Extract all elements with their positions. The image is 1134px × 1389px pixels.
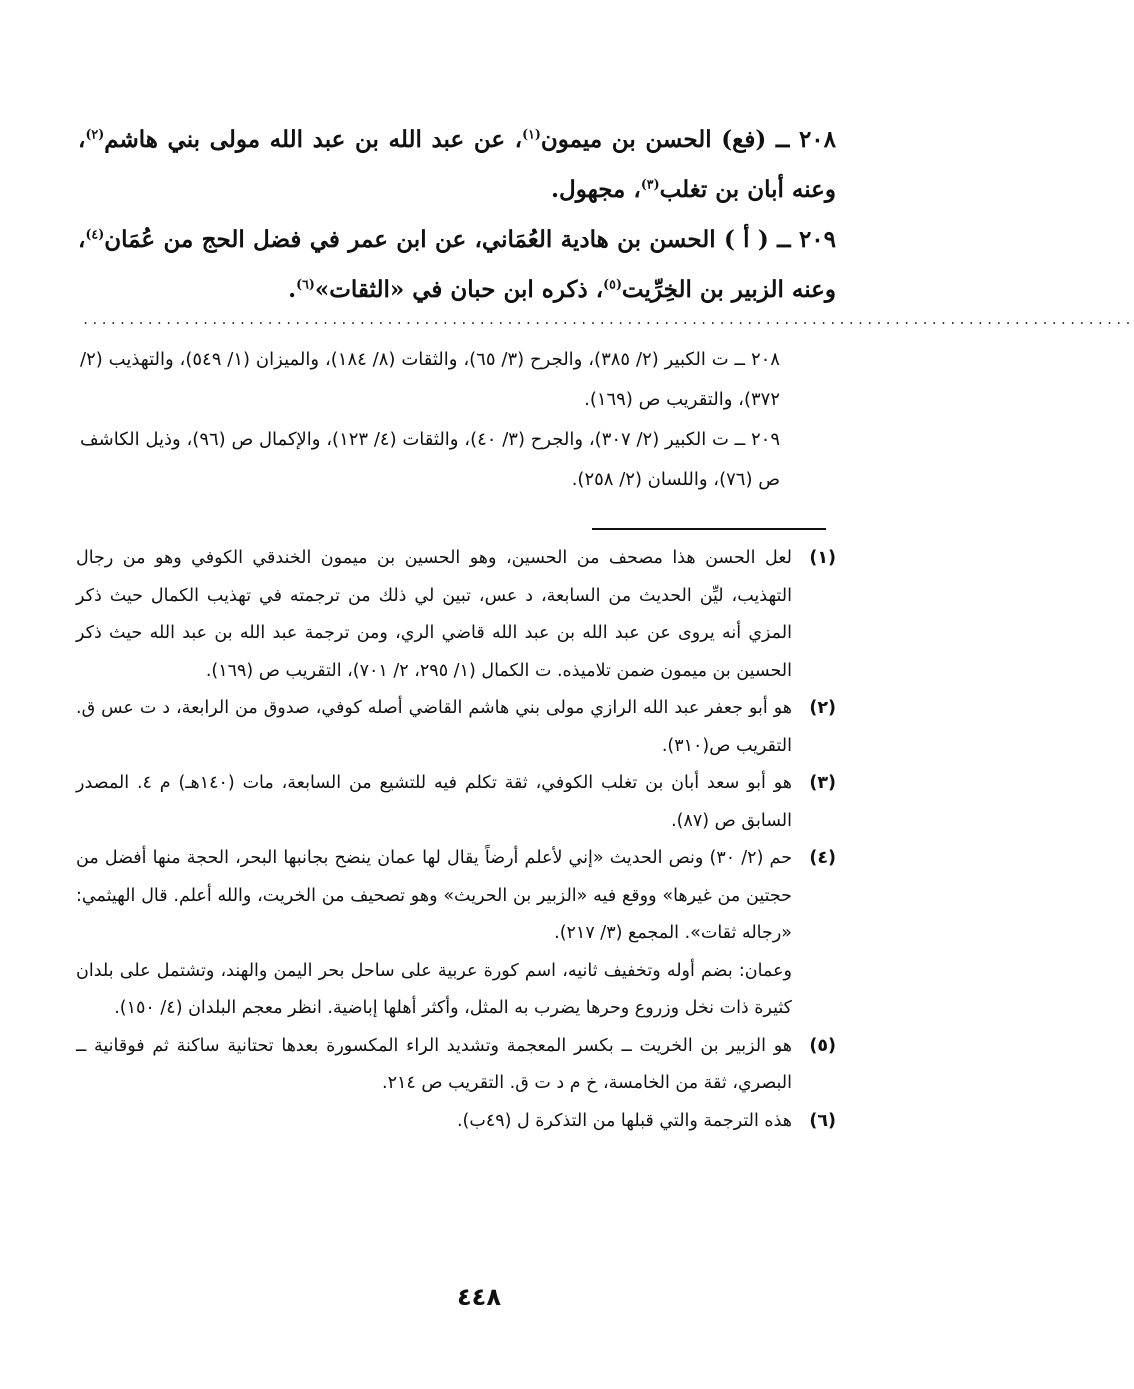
footnote-text: لعل الحسن هذا مصحف من الحسين، وهو الحسين بن ميمون الخندقي الكوفي وهو من رجال التهذيب، ليِّن الحديث من السابعة، د عس، تبين لي ذلك من ترجمته في تهذيب الكمال حيث ذكر المزي أنه يروى عن عبد الله بن عبد الله قاضي الري، ومن ترجمة عبد الله بن عبد الله حيث ذكر الحسين بن ميمون ضمن تلاميذه. ت الكمال (١/ ٢٩٥، ٢/ ٧٠١)، التقريب ص (١٦٩). — [76, 548, 792, 681]
biography-entry-209 — [78, 215, 836, 315]
footnote-marker: (٤) — [809, 848, 836, 868]
footnote-divider — [592, 528, 826, 530]
footnote-text: هو أبو سعد أبان بن تغلب الكوفي، ثقة تكلم فيه للتشيع من السابعة، مات (١٤٠هـ) م ٤. المصدر السابق ص (٨٧). — [76, 773, 792, 831]
footnote-6 — [76, 1103, 836, 1141]
page-number: ٤٤٨ — [457, 1283, 501, 1311]
footnote-text: هو الزبير بن الخريت ــ بكسر المعجمة وتشديد الراء المكسورة بعدها تحتانية ساكنة ثم فوقانية ــ البصري، ثقة من الخامسة، خ م د ت ق. التقريب ص ٢١٤. — [76, 1035, 792, 1093]
entry-text: ، وعنه الزبير بن الخِرِّيت — [78, 226, 836, 303]
footnote-2 — [76, 690, 836, 765]
footnote-5 — [76, 1028, 836, 1103]
footnote-marker: (١) — [809, 548, 836, 568]
footnote-ref[interactable]: (٥) — [603, 276, 622, 292]
sources-209: ٢٠٩ ــ ت الكبير (٢/ ٣٠٧)، والجرح (٣/ ٤٠)، والثقات (٤/ ١٢٣)، والإكمال ص (٩٦)، وذيل الكاشف ص (٧٦)، واللسان (٢/ ٢٥٨). — [80, 429, 780, 490]
footnote-1 — [76, 540, 836, 690]
entry-text: ، عن عبد الله بن عبد الله مولى بني هاشم — [104, 126, 523, 153]
footnote-marker: (٦) — [809, 1110, 836, 1131]
entry-text: ٢٠٩ ــ ( أ ) الحسن بن هادية العُمَاني، عن ابن عمر في فضل الحج من عُمَان — [104, 226, 836, 253]
footnote-ref[interactable]: (٢) — [85, 126, 105, 142]
footnote-text: هو أبو جعفر عبد الله الرازي مولى بني هاشم القاضي أصله كوفي، صدوق من الرابعة، د ت عس ق. التقريب ص(٣١٠). — [76, 698, 792, 756]
footnote-ref[interactable]: (١) — [522, 126, 541, 142]
entry-text: ، وعنه أبان بن تغلب — [78, 126, 836, 203]
footnote-4 — [76, 840, 836, 1028]
footnote-ref[interactable]: (٣) — [640, 176, 660, 192]
entry-text: ٢٠٨ ــ (فع) الحسن بن ميمون — [540, 126, 836, 153]
footnote-marker: (٣) — [809, 773, 836, 793]
entry-text: ، مجهول. — [551, 176, 641, 203]
entry-text: ، ذكره ابن حبان في «الثقات» — [314, 276, 604, 303]
entry-text: . — [288, 276, 297, 303]
footnotes — [76, 540, 836, 1140]
sources-208: ٢٠٨ ــ ت الكبير (٢/ ٣٨٥)، والجرح (٣/ ٦٥)، والثقات (٨/ ١٨٤)، والميزان (١/ ٥٤٩)، والتهذيب (٢/ ٣٧٢)، والتقريب ص (١٦٩). — [80, 349, 780, 410]
footnote-text-continued: وعمان: بضم أوله وتخفيف ثانيه، اسم كورة عربية على ساحل بحر اليمن والهند، وتشتمل على بلدان كثيرة ذات نخل وزروع وحرها يضرب به المثل، وأكثر أهلها إباضية. انظر معجم البلدان (٤/ ١٥٠). — [76, 960, 792, 1018]
footnote-3 — [76, 765, 836, 840]
footnote-ref[interactable]: (٦) — [296, 276, 315, 292]
footnote-text: حم (٢/ ٣٠) ونص الحديث «إني لأعلم أرضاً يقال لها عمان ينضح بجانبها البحر، الحجة منها أفضل من حجتين من غيرها» ووقع فيه «الزبير بن الحريث» وهو تصحيف من الخريت، والله أعلم. قال الهيثمي: «رجاله ثقات». المجمع (٣/ ٢١٧). — [76, 848, 793, 943]
footnote-text: هذه الترجمة والتي قبلها من التذكرة ل (٤٩ب). — [456, 1110, 792, 1131]
footnote-marker: (٥) — [809, 1035, 836, 1056]
footnote-marker: (٢) — [809, 698, 836, 718]
biography-entry-208 — [78, 115, 836, 215]
footnote-ref[interactable]: (٤) — [85, 226, 105, 242]
dotted-separator: .................................................................................................................. — [82, 313, 1134, 327]
